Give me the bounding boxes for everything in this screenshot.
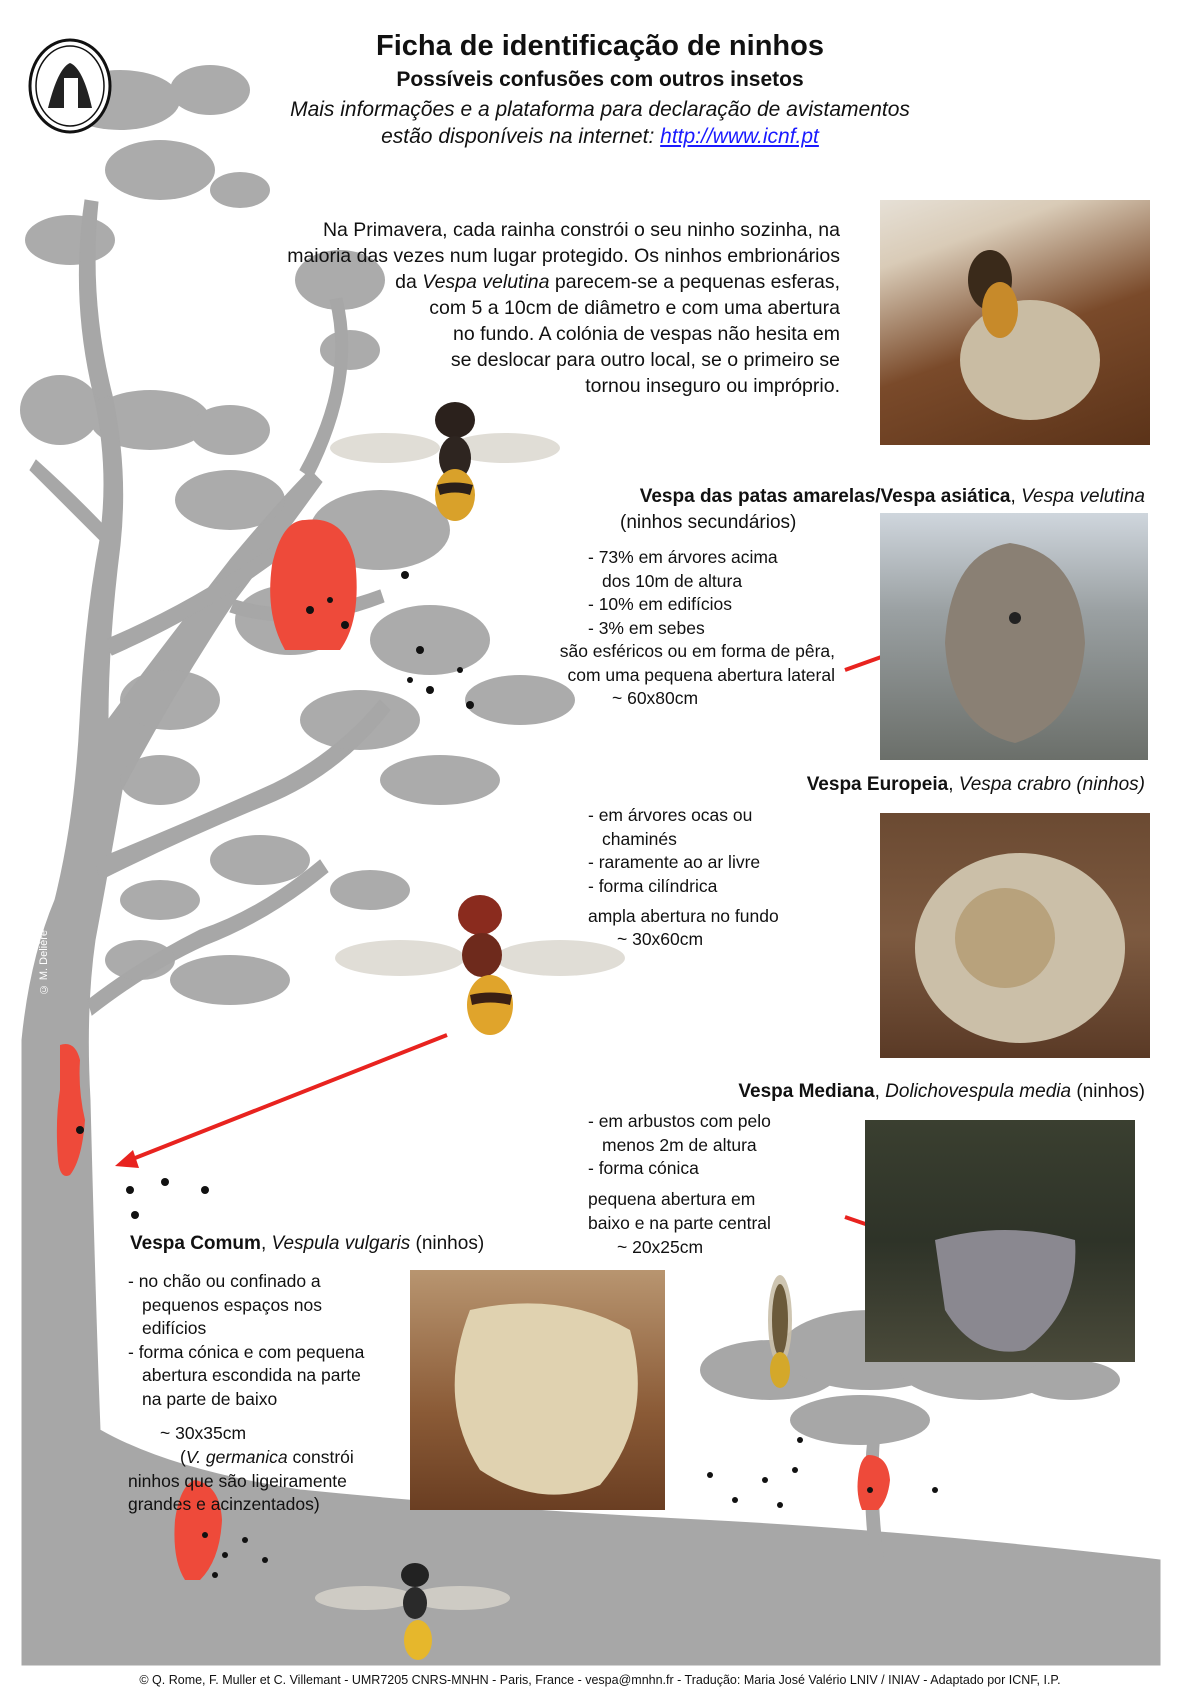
list-item: na parte de baixo	[142, 1388, 278, 1409]
list-item: - 73% em árvores acima	[588, 547, 778, 567]
common-name: Vespa Mediana	[738, 1081, 875, 1102]
photo-crabro-nest	[880, 813, 1150, 1058]
wasp-crabro-illustration	[335, 895, 625, 1035]
media-size: ~ 20x25cm	[617, 1237, 704, 1257]
crabro-size: ~ 30x60cm	[617, 929, 704, 949]
common-name: Vespa Europeia	[806, 774, 949, 795]
list-item: - 3% em sebes	[588, 617, 705, 638]
germanica-line	[128, 1446, 354, 1470]
species-name: Dolichovespula media	[885, 1081, 1072, 1102]
intro-paragraph	[180, 217, 840, 399]
info-line-1: Mais informações e a plataforma para declaração de avistamentos	[290, 98, 910, 121]
list-item: dos 10m de altura	[602, 570, 743, 591]
media-list	[588, 1110, 771, 1181]
photo-credit: © M. Delière	[38, 930, 50, 996]
intro-line: se deslocar para outro local, se o primeiro se	[450, 349, 840, 371]
intro-line: tornou inseguro ou impróprio.	[585, 375, 840, 397]
list-item: menos 2m de altura	[602, 1134, 757, 1155]
nest-pear-icon	[880, 513, 1148, 760]
info-text	[200, 96, 1000, 150]
photo-vulgaris-nest	[410, 1270, 665, 1510]
velutina-desc	[510, 640, 835, 687]
vulgaris-germanica-note	[128, 1446, 354, 1517]
list-item: edifícios	[142, 1318, 207, 1338]
velutina-list	[588, 546, 778, 640]
list-item: - raramente ao ar livre	[588, 852, 761, 872]
intro-line: com 5 a 10cm de diâmetro e com uma abertura	[429, 297, 840, 319]
species-name: V. germanica	[185, 1447, 288, 1467]
intro-text: da	[395, 271, 417, 293]
species-name: Vespula vulgaris	[271, 1233, 411, 1254]
list-item: - forma cilíndrica	[588, 875, 718, 896]
velutina-size: ~ 60x80cm	[612, 688, 699, 708]
list-item: chaminés	[602, 828, 677, 849]
common-name: Vespa das patas amarelas/Vespa asiática	[639, 486, 1011, 507]
wasp-media-illustration	[768, 1275, 792, 1388]
intro-line: no fundo. A colónia de vespas não hesita em	[452, 323, 840, 345]
page-title: Ficha de identificação de ninhos	[376, 30, 824, 62]
nest-sphere-icon	[880, 200, 1150, 445]
germanica-line: ninhos que são ligeiramente	[128, 1470, 347, 1491]
info-line-2-text: estão disponíveis na internet:	[381, 125, 655, 148]
list-item: - 10% em edifícios	[588, 594, 732, 614]
nest-round-icon	[410, 1270, 665, 1510]
germanica-line: grandes e acinzentados)	[128, 1494, 320, 1514]
list-item: - forma cónica	[588, 1158, 699, 1178]
list-item: pequenos espaços nos	[142, 1294, 322, 1315]
velutina-note: (ninhos secundários)	[620, 512, 797, 533]
desc-line: baixo e na parte central	[588, 1212, 771, 1233]
germanica-text: constrói	[292, 1447, 354, 1467]
logo-emblem-icon	[28, 38, 112, 134]
nest-cylinder-icon	[880, 813, 1150, 1058]
intro-text: parecem-se a pequenas esferas,	[554, 271, 840, 293]
crabro-desc: ampla abertura no fundo	[588, 906, 779, 926]
list-item: - forma cónica e com pequena	[128, 1341, 365, 1362]
vulgaris-heading: Vespa Comum, Vespula vulgaris (ninhos)	[130, 1233, 485, 1254]
desc-line: são esféricos ou em forma de pêra,	[559, 641, 835, 661]
nest-note: (ninhos)	[1076, 1081, 1145, 1102]
nest-note: (ninhos)	[415, 1233, 485, 1254]
list-item: - em árvores ocas ou	[588, 805, 753, 825]
desc-line: com uma pequena abertura lateral	[567, 664, 835, 685]
museum-logo	[28, 38, 112, 134]
list-item: - no chão ou confinado a	[128, 1271, 321, 1291]
intro-line: Na Primavera, cada rainha constrói o seu ninho sozinha, na	[322, 219, 840, 241]
list-item: - em arbustos com pelo	[588, 1111, 771, 1131]
vulgaris-size: ~ 30x35cm	[160, 1423, 247, 1443]
vulgaris-list	[128, 1270, 364, 1411]
nest-cone-icon	[865, 1120, 1135, 1362]
footer-credits: © Q. Rome, F. Muller et C. Villemant - UMR7205 CNRS-MNHN - Paris, France - vespa@mnhn.fr - Tradução: Maria José Valério LNIV / INIAV - Adaptado por ICNF, I.P.	[139, 1673, 1061, 1687]
crabro-heading: Vespa Europeia, Vespa crabro (ninhos)	[806, 774, 1145, 795]
desc-line: pequena abertura em	[588, 1189, 756, 1209]
intro-line: maioria das vezes num lugar protegido. Os ninhos embrionários	[287, 245, 840, 267]
icnf-link[interactable]: http://www.icnf.pt	[660, 125, 819, 148]
common-name: Vespa Comum	[130, 1233, 261, 1254]
crabro-list	[588, 804, 760, 898]
species-name: Vespa velutina	[422, 271, 550, 293]
intro-line	[180, 269, 840, 295]
info-line-2	[200, 123, 1000, 150]
species-name: Vespa velutina	[1021, 486, 1145, 507]
media-heading: Vespa Mediana, Dolichovespula media (ninhos)	[738, 1081, 1145, 1102]
media-desc	[588, 1188, 771, 1235]
velutina-heading: Vespa das patas amarelas/Vespa asiática, Vespa velutina	[639, 486, 1145, 507]
photo-velutina-nest	[880, 513, 1148, 760]
list-item: abertura escondida na parte	[142, 1365, 361, 1385]
species-name: Vespa crabro (ninhos)	[958, 774, 1145, 795]
paren: (	[180, 1447, 186, 1467]
photo-media-nest	[865, 1120, 1135, 1362]
photo-embryonic-nest	[880, 200, 1150, 445]
page-subtitle: Possíveis confusões com outros insetos	[396, 68, 804, 91]
